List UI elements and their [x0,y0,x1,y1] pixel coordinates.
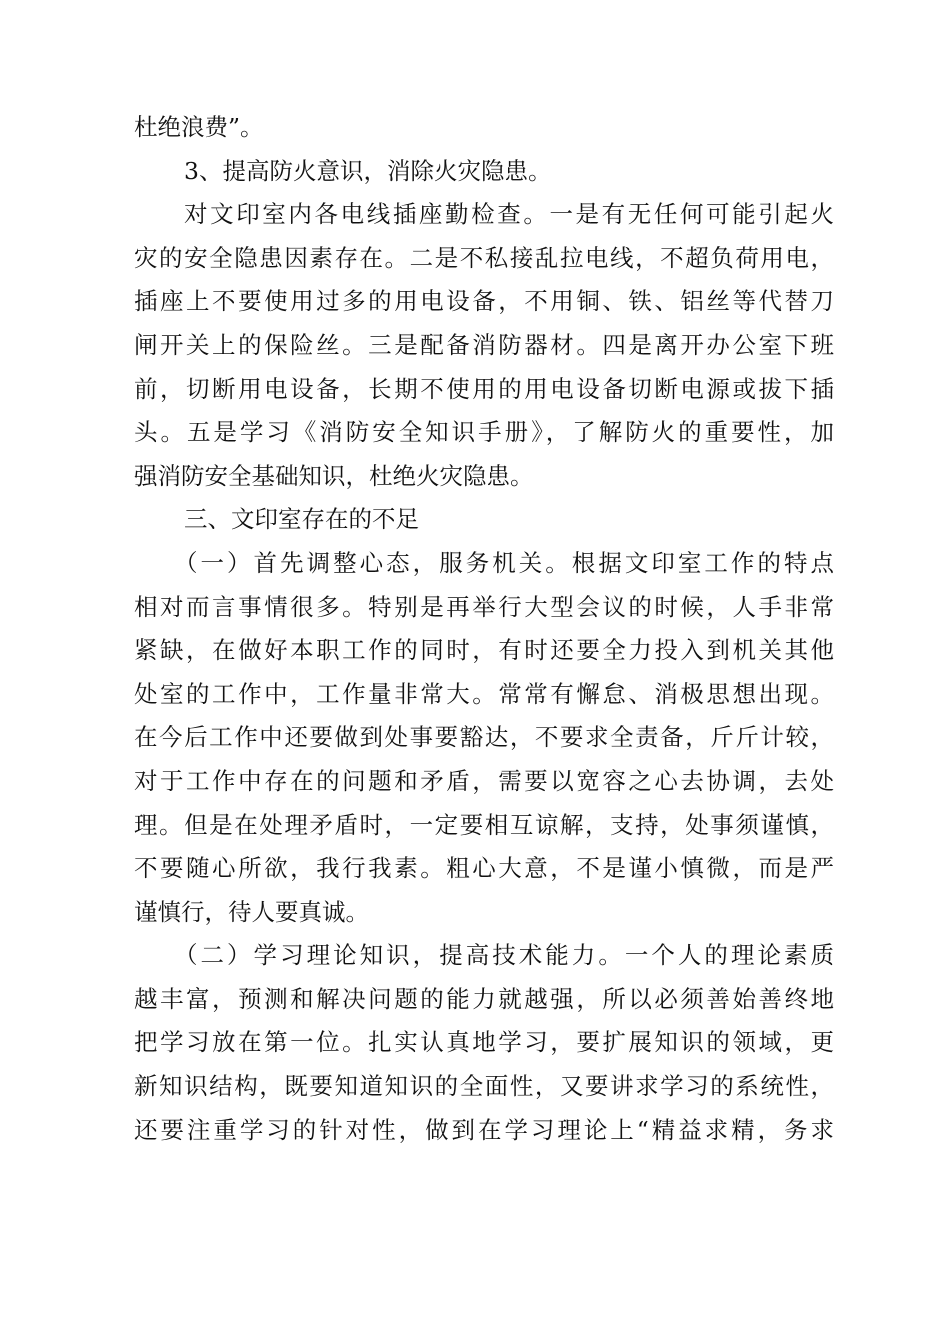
text-line-17: 理。但是在处理矛盾时，一定要相互谅解，支持，处事须谨慎， [134,810,834,839]
text-line-7: 前，切断用电设备，长期不使用的用电设备切断电源或拔下插 [134,374,834,403]
text-line-21: 越丰富，预测和解决问题的能力就越强，所以必须善始善终地 [134,984,834,1013]
text-line-3: 对文印室内各电线插座勤检查。一是有无任何可能引起火 [184,200,834,229]
text-line-15: 在今后工作中还要做到处事要豁达，不要求全责备，斤斤计较， [134,723,834,752]
list-heading-3: 3、提高防火意识，消除火灾隐患。 [184,156,552,185]
text-line-18: 不要随心所欲，我行我素。粗心大意，不是谨小慎微，而是严 [134,854,834,883]
text-line-4: 灾的安全隐患因素存在。二是不私接乱拉电线，不超负荷用电， [134,243,834,272]
text-line-5: 插座上不要使用过多的用电设备，不用铜、铁、铝丝等代替刀 [134,287,834,316]
document-page [134,106,834,1152]
text-line-9: 强消防安全基础知识，杜绝火灾隐患。 [134,461,534,490]
text-line-6: 闸开关上的保险丝。三是配备消防器材。四是离开办公室下班 [134,330,834,359]
section-heading-3: 三、文印室存在的不足 [184,505,419,534]
text-line-8: 头。五是学习《消防安全知识手册》，了解防火的重要性，加 [134,418,834,447]
text-line-13: 紧缺，在做好本职工作的同时，有时还要全力投入到机关其他 [134,636,834,665]
text-line-19: 谨慎行，待人要真诚。 [134,897,369,926]
text-line-11: （一）首先调整心态，服务机关。根据文印室工作的特点 [174,548,834,577]
text-line-1: 杜绝浪费”。 [134,113,264,141]
text-line-24: 还要注重学习的针对性，做到在学习理论上“精益求精，务求 [134,1115,834,1144]
text-line-14: 处室的工作中，工作量非常大。常常有懈怠、消极思想出现。 [134,679,834,708]
text-line-16: 对于工作中存在的问题和矛盾，需要以宽容之心去协调，去处 [134,766,834,795]
text-line-20: （二）学习理论知识，提高技术能力。一个人的理论素质 [174,941,834,970]
text-line-23: 新知识结构，既要知道知识的全面性，又要讲求学习的系统性， [134,1072,834,1101]
text-line-22: 把学习放在第一位。扎实认真地学习，要扩展知识的领域，更 [134,1028,834,1057]
text-line-12: 相对而言事情很多。特别是再举行大型会议的时候，人手非常 [134,592,834,621]
